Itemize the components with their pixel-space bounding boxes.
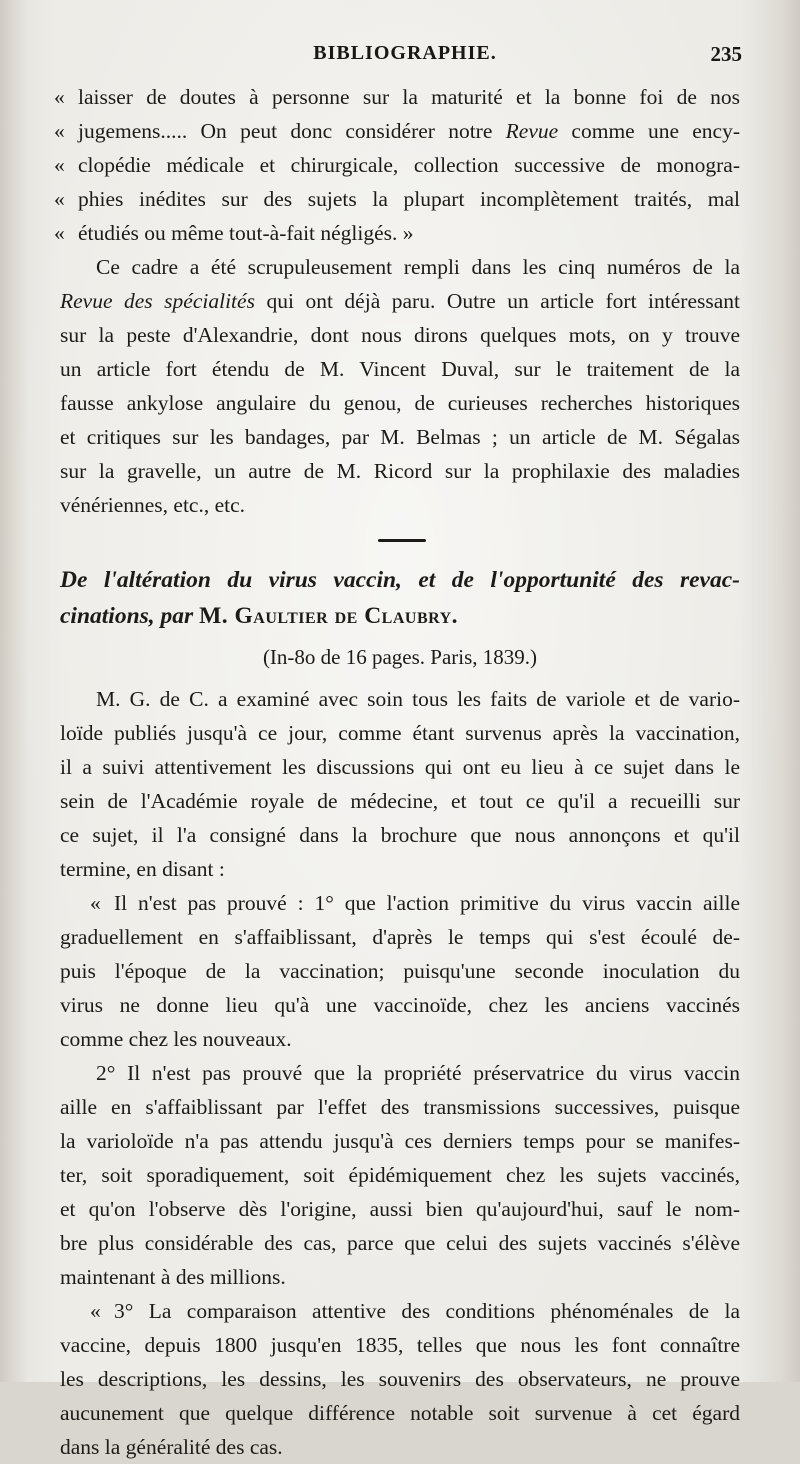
text-line: « étudiés ou même tout-à-fait négligés. » xyxy=(60,216,740,250)
text-line: « Il n'est pas prouvé : 1° que l'action primitive du virus vaccin aille xyxy=(60,886,740,920)
text-line: M. G. de C. a examiné avec soin tous les faits de variole et de vario- xyxy=(96,687,740,711)
text-line: bre plus considérable des cas, parce que celui des sujets vaccinés s'élève xyxy=(60,1231,740,1255)
title-line: cinations, par M. Gaultier de Claubry. xyxy=(60,603,459,629)
text-line: aille en s'affaiblissant par l'effet des transmissions successives, puisque xyxy=(60,1095,740,1119)
section-divider xyxy=(60,522,740,562)
review-paragraph-4 xyxy=(60,1294,740,1464)
text-line: « clopédie médicale et chirurgicale, collection successive de monogra- xyxy=(60,148,740,182)
text-line: 2° Il n'est pas prouvé que la propriété préservatrice du virus vaccin xyxy=(96,1061,740,1085)
text-line: un article fort étendu de M. Vincent Duval, sur le traitement de la xyxy=(60,357,740,381)
text-line: la varioloïde n'a pas attendu jusqu'à ces derniers temps pour se manifes- xyxy=(60,1129,740,1153)
text-line: graduellement en s'affaiblissant, d'après le temps qui s'est écoulé de- xyxy=(60,925,740,949)
text-line: loïde publiés jusqu'à ce jour, comme étant survenus après la vaccination, xyxy=(60,721,740,745)
text-line: sur la peste d'Alexandrie, dont nous dirons quelques mots, on y trouve xyxy=(60,323,740,347)
article-author: M. Gaultier de Claubry. xyxy=(199,603,459,629)
text-line: les descriptions, les dessins, les souvenirs des observateurs, ne prouve xyxy=(60,1367,740,1391)
text-line: et qu'on l'observe dès l'origine, aussi bien qu'aujourd'hui, sauf le nom- xyxy=(60,1197,740,1221)
text-line: aucunement que quelque différence notable soit survenue à cet égard xyxy=(60,1401,740,1425)
text-line: « 3° La comparaison attentive des conditions phénoménales de la xyxy=(60,1294,740,1328)
text-line: virus ne donne lieu qu'à une vaccinoïde, chez les anciens vaccinés xyxy=(60,993,740,1017)
text-line: Ce cadre a été scrupuleusement rempli dans les cinq numéros de la xyxy=(96,255,740,279)
text-line: sur la gravelle, un autre de M. Ricord sur la prophilaxie des maladies xyxy=(60,459,740,483)
review-paragraph-3 xyxy=(60,1056,740,1294)
text-line: comme chez les nouveaux. xyxy=(60,1027,292,1051)
text-line: dans la généralité des cas. xyxy=(60,1435,283,1459)
quote-mark: « xyxy=(54,221,65,245)
running-head: BIBLIOGRAPHIE. xyxy=(313,42,497,64)
quote-mark: « xyxy=(54,85,65,109)
quote-mark: « xyxy=(54,119,65,143)
quote-mark: « xyxy=(54,187,65,211)
text-line: et critiques sur les bandages, par M. Belmas ; un article de M. Ségalas xyxy=(60,425,740,449)
text-line: Revue des spécialités qui ont déjà paru. Outre un article fort intéressant xyxy=(60,289,741,313)
quote-mark: « xyxy=(90,1299,101,1323)
revue-title: Revue des spécialités xyxy=(60,289,255,313)
cadre-paragraph xyxy=(60,250,740,522)
text-line: ce sujet, il l'a consigné dans la brochure que nous annonçons et qu'il xyxy=(60,823,740,847)
page-number: 235 xyxy=(710,42,742,66)
text-line: vénériennes, etc., etc. xyxy=(60,493,246,517)
text-line: termine, en disant : xyxy=(60,857,225,881)
text-line: « jugemens..... On peut donc considérer notre Revue comme une ency- xyxy=(60,114,740,148)
quote-mark: « xyxy=(90,891,101,915)
text-line: vaccine, depuis 1800 jusqu'en 1835, telles que nous les font connaître xyxy=(60,1333,740,1357)
text-line: maintenant à des millions. xyxy=(60,1265,286,1289)
review-paragraph-1 xyxy=(60,682,740,886)
page-header xyxy=(60,36,750,72)
text-line: ter, soit sporadiquement, soit épidémiquement chez les sujets vaccinés, xyxy=(60,1163,740,1187)
text-line: puis l'époque de la vaccination; puisqu'une seconde inoculation du xyxy=(60,959,740,983)
review-paragraph-2 xyxy=(60,886,740,1056)
article-title xyxy=(60,562,740,634)
separator-rule xyxy=(378,539,426,542)
page-body xyxy=(54,80,741,1464)
publication-info: (In-8o de 16 pages. Paris, 1839.) xyxy=(262,645,538,669)
revue-word: Revue xyxy=(505,119,559,143)
text-line: « phies inédites sur des sujets la plupart incomplètement traités, mal xyxy=(60,182,740,216)
text-line: il a suivi attentivement les discussions qui ont eu lieu à ce sujet dans le xyxy=(60,755,740,779)
title-line: De l'altération du virus vaccin, et de l'opportunité des revac- xyxy=(60,567,740,593)
text-line: fausse ankylose angulaire du genou, de curieuses recherches historiques xyxy=(60,391,740,415)
quote-mark: « xyxy=(54,153,65,177)
text-line: « laisser de doutes à personne sur la maturité et la bonne foi de nos xyxy=(60,80,740,114)
intro-quote-paragraph xyxy=(54,80,741,250)
text-line: sein de l'Académie royale de médecine, et tout ce qu'il a recueilli sur xyxy=(60,789,740,813)
